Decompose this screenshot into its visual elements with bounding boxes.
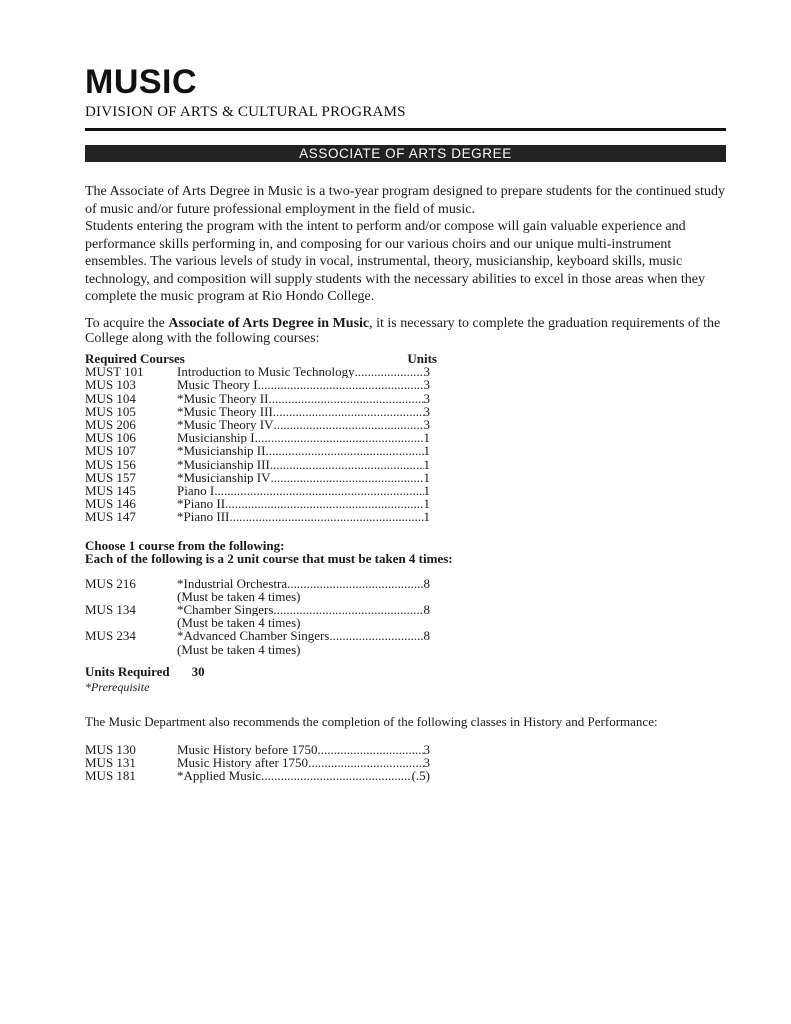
course-row	[85, 510, 445, 523]
course-code: MUS 206	[85, 416, 136, 432]
course-row	[85, 756, 445, 769]
course-row	[85, 458, 445, 471]
course-row	[85, 743, 445, 756]
course-code: MUS 181	[85, 768, 136, 784]
course-row	[85, 497, 445, 510]
division-subtitle: DIVISION OF ARTS & CULTURAL PROGRAMS	[85, 104, 406, 120]
elective-courses	[85, 577, 445, 656]
requirements-statement-after: , it is necessary to complete the graduation requirements of the College along with the following courses:	[85, 316, 721, 346]
elective-instructions	[85, 539, 685, 565]
course-row	[85, 444, 445, 457]
course-units: 1	[423, 470, 430, 484]
degree-banner-label: ASSOCIATE OF ARTS DEGREE	[299, 146, 512, 161]
course-code: MUS 145	[85, 482, 136, 498]
course-row	[85, 378, 445, 391]
course-units: 3	[423, 391, 430, 405]
course-code: MUS 106	[85, 430, 136, 446]
course-name: Introduction to Music Technology	[177, 365, 355, 379]
course-units: 1	[423, 510, 430, 524]
elective-course	[85, 629, 445, 655]
elective-instructions-line-2: Each of the following is a 2 unit course that must be taken 4 times:	[85, 551, 453, 566]
course-code: MUS 104	[85, 390, 136, 406]
course-code: MUS 147	[85, 509, 136, 525]
requirements-statement	[85, 316, 730, 346]
course-row	[85, 769, 445, 782]
course-name: Music History after 1750	[177, 756, 309, 770]
prerequisite-footnote: *Prerequisite	[85, 680, 150, 694]
course-units: 3	[423, 378, 430, 392]
course-name: *Advanced Chamber Singers	[177, 629, 330, 643]
course-name: *Musicianship IV	[177, 470, 271, 484]
course-name: *Chamber Singers	[177, 603, 274, 617]
course-name: *Music Theory III	[177, 404, 273, 418]
course-code: MUS 130	[85, 742, 136, 757]
course-units: (.5)	[411, 769, 430, 783]
degree-name: Associate of Arts Degree in Music	[168, 316, 370, 331]
course-row	[85, 418, 445, 431]
degree-banner	[85, 145, 726, 162]
course-code: MUS 216	[85, 576, 136, 591]
elective-course	[85, 603, 445, 629]
course-name: *Musicianship III	[177, 457, 270, 471]
intro-section	[85, 183, 730, 306]
course-code: MUS 103	[85, 377, 136, 393]
course-units: 3	[423, 417, 430, 432]
course-row	[85, 392, 445, 405]
course-row	[85, 431, 445, 444]
units-heading: Units	[407, 351, 437, 366]
required-courses	[85, 352, 445, 523]
course-units: 1	[423, 497, 430, 511]
course-name: *Music Theory IV	[177, 417, 274, 432]
course-units: 3	[423, 404, 430, 418]
course-units: 8	[423, 603, 430, 617]
required-courses-heading: Required Courses	[85, 351, 185, 366]
course-name: *Piano III	[177, 510, 230, 524]
course-name: Piano I	[177, 483, 215, 498]
course-row	[85, 365, 445, 378]
course-code: MUS 146	[85, 496, 136, 512]
course-name: Music Theory I	[177, 378, 258, 392]
course-code: MUS 156	[85, 456, 136, 472]
course-units: 1	[423, 444, 430, 458]
course-units: 3	[423, 743, 430, 757]
units-required	[85, 665, 205, 679]
course-code: MUST 101	[85, 364, 144, 380]
course-note: (Must be taken 4 times)	[177, 615, 301, 631]
header-divider	[85, 128, 726, 131]
course-code: MUS 157	[85, 469, 136, 485]
intro-paragraph-2: Students entering the program with the intent to perform and/or compose will gain valuable experience and performance skills performing in, and composing for our various choirs and our unique multi-instrument ensembles. The various levels of study in vocal, instrumental, theory, musicianship, keyboard skills, music technology, and composition will supply students with the necessary abilities to excel in those areas when they complete the music program at Rio Hondo College.	[85, 219, 706, 304]
units-required-value: 30	[191, 664, 205, 679]
course-name: *Piano II	[177, 497, 226, 511]
course-name: *Musicianship II	[177, 444, 266, 458]
course-name: Music History before 1750	[177, 743, 318, 757]
recommendation-text: The Music Department also recommends the completion of the following classes in History and Performance:	[85, 714, 658, 729]
course-code: MUS 131	[85, 755, 136, 771]
course-name: *Industrial Orchestra	[177, 577, 288, 591]
course-note: (Must be taken 4 times)	[177, 589, 301, 605]
course-code: MUS 107	[85, 443, 136, 459]
course-code: MUS 134	[85, 602, 136, 618]
course-units: 8	[423, 629, 430, 643]
units-required-label: Units Required	[85, 664, 170, 679]
required-courses-list	[85, 365, 445, 523]
course-units: 3	[423, 365, 430, 379]
course-name: *Applied Music	[177, 769, 262, 783]
page-title: MUSIC	[85, 63, 198, 101]
course-units: 1	[423, 431, 430, 445]
course-code: MUS 105	[85, 403, 136, 419]
course-name: Musicianship I	[177, 431, 255, 445]
course-code: MUS 234	[85, 628, 136, 644]
course-units: 3	[423, 756, 430, 770]
course-note: (Must be taken 4 times)	[177, 641, 301, 657]
course-name: *Music Theory II	[177, 391, 269, 405]
course-units: 8	[423, 577, 430, 591]
course-units: 1	[423, 457, 430, 471]
elective-course	[85, 577, 445, 603]
course-row	[85, 405, 445, 418]
elective-instructions-line-1: Choose 1 course from the following:	[85, 538, 285, 553]
requirements-statement-before: To acquire the	[85, 316, 169, 331]
course-row	[85, 484, 445, 497]
intro-paragraph-1: The Associate of Arts Degree in Music is a two-year program designed to prepare students for the continued study of music and/or future professional employment in the field of music.	[85, 184, 725, 217]
course-units: 1	[423, 483, 430, 498]
recommended-courses	[85, 743, 445, 783]
course-row	[85, 471, 445, 484]
